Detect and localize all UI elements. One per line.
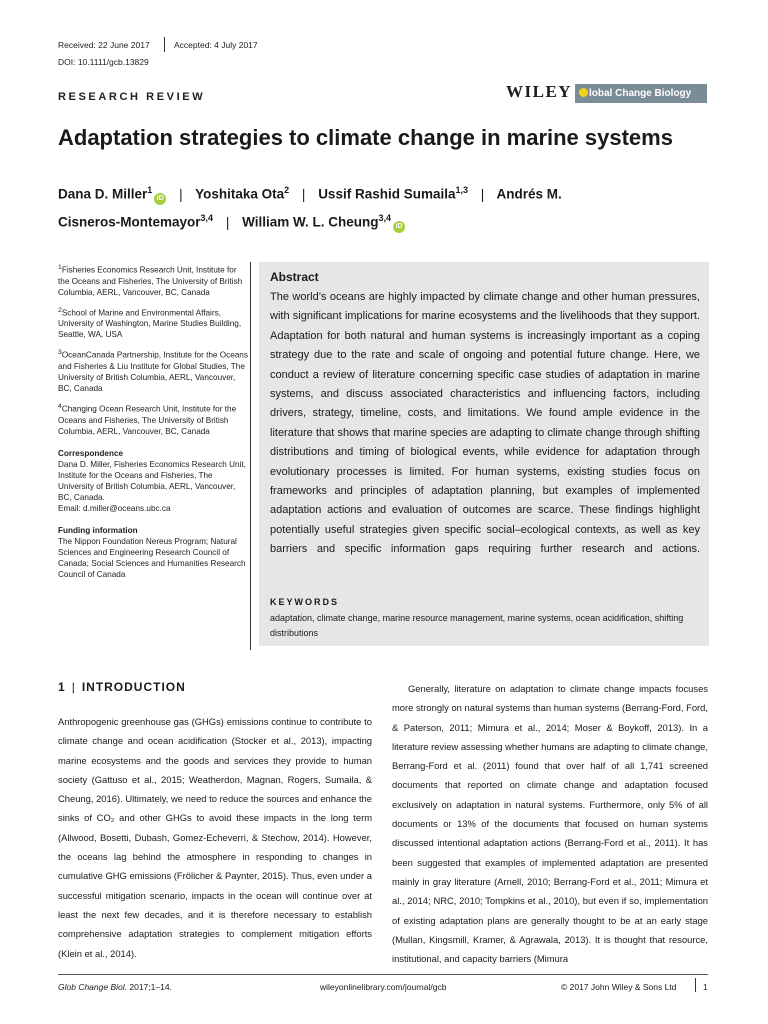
funding-text: The Nippon Foundation Nereus Program; Natural Sciences and Engineering Research Council of Canada; Social Sciences and Humanities Research Council of Canada — [58, 536, 246, 579]
abstract-heading: Abstract — [270, 270, 319, 284]
section-label: RESEARCH REVIEW — [58, 91, 206, 103]
author-separator: | — [179, 186, 183, 202]
author-separator: | — [225, 214, 230, 230]
author-affil-sup: 3,4 — [200, 213, 214, 223]
footer-journal: Glob Change Biol. — [58, 982, 127, 992]
affil-sup: 4 — [58, 403, 62, 411]
correspondence-email[interactable]: Email: d.miller@oceans.ubc.ca — [58, 503, 171, 513]
affiliation — [58, 401, 248, 437]
author-affil-sup: 2 — [284, 185, 290, 195]
abstract-text: The world’s oceans are highly impacted by climate change and other human pressures, with significant implications for marine ecosystems and the livelihoods that they support. Adaptation for both natural and human systems is increasingly important as a coping strategy due to the rate and scale of ongoing and potential future change. Here, we conduct a review of literature concerning specific case studies of adaptation in marine systems, and discuss associated characteristics and influencing factors, including drivers, strategy, timeline, costs, and limitations. We found ample evidence in the literature that shows that marine species are adapting to climate change through shifting distributions and timing of biological events, while evidence for adaptation through evolutionary processes is limited. For human systems, existing studies focus on frameworks and principles of adaptation planning, but examples of implemented adaptation actions and evaluation of outcomes are scarce. These findings highlight potentially useful strategies given specific social–ecological contexts, as well as key barriers and specific information gaps requiring further research and actions. — [270, 291, 700, 556]
footer-divider — [695, 978, 696, 992]
accepted-date: Accepted: 4 July 2017 — [174, 40, 258, 50]
column-divider — [250, 262, 251, 650]
section-number: 1 — [58, 680, 66, 694]
affil-text: OceanCanada Partnership, Institute for the Oceans and Fisheries & Liu Institute for Global Studies, The University of British Columbia, AERL, Vancouver, BC, Canada — [58, 351, 248, 394]
authors-line-1 — [58, 185, 562, 205]
orcid-icon[interactable]: iD — [393, 221, 405, 233]
globe-icon — [579, 88, 588, 97]
section-heading — [58, 680, 186, 694]
author-name[interactable]: Andrés M. — [496, 186, 562, 202]
author-affil-sup: 1 — [147, 185, 153, 195]
doi: DOI: 10.1111/gcb.13829 — [58, 57, 149, 67]
author-separator: | — [480, 186, 485, 202]
author-name[interactable]: William W. L. Cheung — [242, 214, 379, 230]
footer-url[interactable]: wileyonlinelibrary.com/journal/gcb — [320, 982, 447, 992]
funding-block — [58, 525, 248, 580]
author-name[interactable]: Cisneros-Montemayor — [58, 214, 201, 230]
journal-name: lobal Change Biology — [589, 88, 692, 99]
affil-sup: 1 — [58, 264, 62, 271]
article-title: Adaptation strategies to climate change in marine systems — [58, 125, 673, 150]
correspondence-text: Dana D. Miller, Fisheries Economics Research Unit, Institute for the Oceans and Fisheries, The University of British Columbia, AERL, Vancouver, BC, Canada. — [58, 459, 246, 502]
publisher-logo: WILEY — [506, 82, 573, 101]
page-number: 1 — [703, 982, 708, 992]
correspondence-heading: Correspondence — [58, 448, 124, 458]
body-column-right: Generally, literature on adaptation to climate change impacts focuses more strongly on natural systems than human systems (Berrang-Ford, Ford, & Paterson, 2011; Mimura et al., 2014; Moser & Boykoff, 2013). In a literature review assessing whether humans are adapting to climate change, Berrang-Ford et al. (2011) found that over half of all 1,741 screened documents that reported on climate change and adaptation focused exclusively on adaptation in natural systems. Furthermore, only 5% of all documents or 13% of the documents that focused on human systems discussed intentional adaptation actions (Berrang-Ford et al., 2011). It has been suggested that examples of implemented adaptation are presented mainly in gray literature (Arnell, 2010; Berrang-Ford et al., 2011; Mimura et al., 2014; NRC, 2010; Tompkins et al., 2010), but even if so, implementation of existing adaptation plans are generally thought to be at an early stage (Mullan, Kingsmill, Kramer, & Agrawala, 2013). It is thought that resource, institutional, and capacity barriers (Mimura — [392, 683, 708, 965]
keywords-text: adaptation, climate change, marine resource management, marine systems, ocean acidification, shifting distributions — [270, 613, 684, 638]
section-separator: | — [71, 680, 76, 694]
authors-line-2 — [58, 213, 405, 233]
footer-rule — [58, 974, 708, 975]
author-name[interactable]: Dana D. Miller — [58, 186, 148, 202]
funding-heading: Funding information — [58, 525, 138, 535]
author-name[interactable]: Yoshitaka Ota — [195, 186, 285, 202]
affiliation — [58, 262, 248, 298]
body-column-left: Anthropogenic greenhouse gas (GHGs) emissions continue to contribute to climate change and ocean acidification (Stocker et al., 2013), impacting marine ecosystems and the goods and services they provide to human society (Gattuso et al., 2015; Weatherdon, Magnan, Rogers, Sumaila, & Cheung, 2016). Ultimately, we need to reduce the sources and enhance the sinks of CO₂ and other GHGs to avoid these impacts in the long term (Allwood, Bosetti, Dubash, Gomez-Echeverri, & Stechow, 2014). However, the oceans lag behind the atmosphere in responding to changes in cumulative GHG emissions (Frölicher & Paynter, 2015). Thus, even under a successful mitigation scenario, impacts in the ocean will continue over at least the next few decades, and it is therefore necessary to establish comprehensive adaptation strategies to complement mitigation efforts (Klein et al., 2014). — [58, 716, 372, 959]
received-date: Received: 22 June 2017 — [58, 40, 150, 50]
footer-copyright: © 2017 John Wiley & Sons Ltd — [561, 982, 677, 992]
affiliations-column — [58, 262, 248, 580]
header-divider — [164, 37, 165, 52]
author-affil-sup: 1,3 — [455, 185, 468, 195]
affiliation — [58, 305, 248, 341]
affil-sup: 3 — [58, 349, 62, 357]
author-affil-sup: 3,4 — [378, 213, 391, 223]
author-name[interactable]: Ussif Rashid Sumaila — [318, 186, 456, 202]
affil-text: Fisheries Economics Research Unit, Institute for the Oceans and Fisheries, The University of British Columbia, AERL, Vancouver, BC, Canada — [58, 265, 243, 297]
orcid-icon[interactable]: iD — [154, 193, 166, 205]
affiliation — [58, 347, 248, 394]
footer-citation — [58, 982, 172, 992]
affil-sup: 2 — [58, 306, 62, 314]
journal-badge — [575, 84, 707, 103]
author-separator: | — [301, 186, 306, 202]
keywords-heading: KEYWORDS — [270, 597, 340, 607]
footer-volume: 2017;1–14. — [129, 982, 172, 992]
affil-text: School of Marine and Environmental Affairs, University of Washington, Marine Studies Building, Seattle, WA, USA — [58, 308, 242, 340]
section-title: INTRODUCTION — [81, 680, 186, 694]
affil-text: Changing Ocean Research Unit, Institute for the Oceans and Fisheries, The University of British Columbia, AERL, Vancouver, BC, Canada — [58, 404, 237, 436]
correspondence-block — [58, 448, 248, 514]
